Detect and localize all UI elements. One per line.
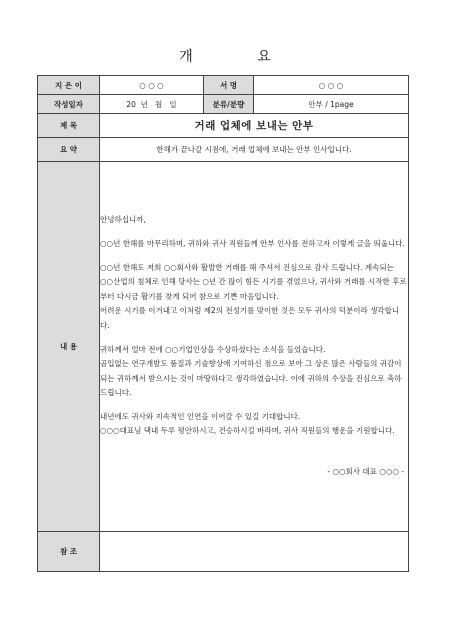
greeting-text: 안녕하십니까, [100, 215, 146, 225]
document-title: 개 요 [179, 49, 301, 65]
signature-label: 서 명 [204, 76, 254, 95]
paragraph-7: ○○○대표님 댁내 두루 평안하시고, 건승하시길 바라며, 귀사 직원들의 행운을 기원합니다. [100, 426, 395, 436]
subject-label: 제 목 [38, 114, 100, 138]
paragraph-3: 어려운 시기를 이겨내고 이처럼 제2의 전성기를 맞이한 것은 모두 귀사의 덕분이라 생각합니다. [100, 306, 400, 330]
reference-label: 참 조 [38, 532, 100, 572]
paragraph-5: 곰입없는 연구개발도 품질과 기술향상에 기여하신 점으로 보아 그 상은 많은 사람들의 귀감이 되는 귀하께서 받으시는 것이 마땅하다고 생각하였습니다. 이에 귀하의 수상을 진심으로 축하드립니다. [100, 359, 402, 398]
reference-row [38, 532, 409, 572]
category-value: 안부 / 1page [254, 95, 409, 114]
summary-row [38, 138, 409, 162]
writer-label: 지 은 이 [38, 76, 100, 95]
paragraph-4: 귀하께서 얼마 전에 ○○기업인상을 수상하셨다는 소식을 들었습니다. [100, 344, 326, 354]
date-label: 작성일자 [38, 95, 100, 114]
signature-value: ○ ○ ○ [254, 76, 409, 95]
category-label: 분류/분량 [204, 95, 254, 114]
content-row [38, 162, 409, 532]
signature-line: - ○○회사 대표 ○○○ - [327, 467, 404, 477]
content-label: 내 용 [38, 162, 100, 532]
content-body [100, 162, 409, 532]
writer-value: ○ ○ ○ [100, 76, 204, 95]
summary-label: 요 약 [38, 138, 100, 162]
subject-value: 거래 업체에 보내는 안부 [194, 120, 314, 132]
paragraph-6: 내년에도 귀사와 지속적인 인연을 이어갈 수 있길 기대합니다. [100, 411, 301, 421]
overview-table [37, 75, 409, 572]
date-value: 20 년 월 일 [100, 95, 204, 114]
subject-row [38, 114, 409, 138]
writer-row [38, 76, 409, 95]
paragraph-1: ○○년 한해를 마무리하며, 귀하와 귀사 직원들께 안부 인사를 전하고자 이렇게 글을 띄웁니다. [100, 238, 405, 248]
summary-value: 한해가 끝나갈 시점에, 거래 업체에 보내는 안부 인사입니다. [100, 138, 409, 162]
reference-value [100, 532, 409, 572]
paragraph-2: ○○년 한해도 저희 ○○회사와 활발한 거래를 해 주셔서 진심으로 감사 드립니다. 계속되는 ○○산업의 침체로 인해 당사는 ○년 간 많이 힘든 시기를 겪었으나, 귀사와 거래를 시작한 후로부터 다시금 활기를 찾게 되어 참으로 기쁜 마음입니다. [100, 262, 407, 301]
date-row [38, 95, 409, 114]
